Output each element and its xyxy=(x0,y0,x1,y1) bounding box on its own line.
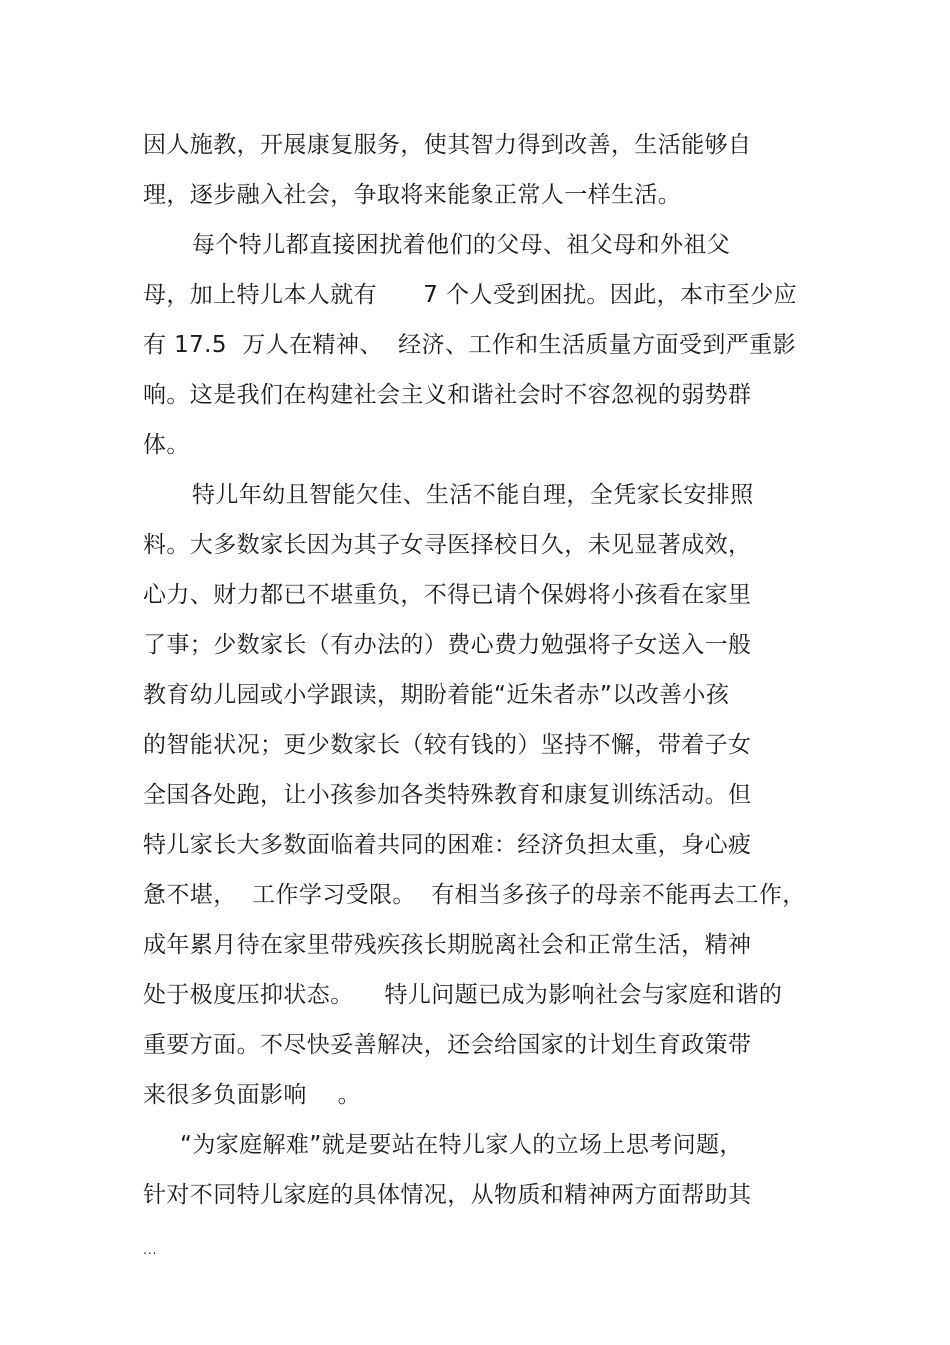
text-line: 来很多负面影响 。 xyxy=(143,1082,362,1108)
text-line: 教育幼儿园或小学跟读，期盼着能“近朱者赤”以改善小孩 xyxy=(143,682,730,708)
text-line: 有 17.5 万人在精神、 经济、工作和生活质量方面受到严重影 xyxy=(143,332,796,358)
text-line: 特儿年幼且智能欠佳、生活不能自理，全凭家长安排照 xyxy=(192,482,754,508)
text-line: 针对不同特儿家庭的具体情况，从物质和精神两方面帮助其 xyxy=(143,1182,752,1208)
text-line: 重要方面。不尽快妥善解决，还会给国家的计划生育政策带 xyxy=(143,1032,752,1058)
text-line: 料。大多数家长因为其子女寻医择校日久，未见显著成效， xyxy=(143,532,752,558)
footer-ellipsis: ... xyxy=(143,1243,158,1257)
text-line: 成年累月待在家里带残疾孩长期脱离社会和正常生活，精神 xyxy=(143,932,752,958)
text-line: 理，逐步融入社会，争取将来能象正常人一样生活。 xyxy=(143,182,682,208)
text-line: 了事；少数家长（有办法的）费心费力勉强将子女送入一般 xyxy=(143,632,752,658)
text-line: 处于极度压抑状态。 特儿问题已成为影响社会与家庭和谐的 xyxy=(143,982,783,1008)
text-line: 心力、财力都已不堪重负，不得已请个保姆将小孩看在家里 xyxy=(143,582,752,608)
text-line: 全国各处跑，让小孩参加各类特殊教育和康复训练活动。但 xyxy=(143,782,752,808)
text-line: 响。这是我们在构建社会主义和谐社会时不容忽视的弱势群 xyxy=(143,382,752,408)
text-line: 体。 xyxy=(143,432,190,458)
text-line: 因人施教，开展康复服务，使其智力得到改善，生活能够自 xyxy=(143,132,752,158)
text-line: 的智能状况；更少数家长（较有钱的）坚持不懈，带着子女 xyxy=(143,732,752,758)
text-line: 每个特儿都直接困扰着他们的父母、祖父母和外祖父 xyxy=(192,232,731,258)
text-line: “为家庭解难”就是要站在特儿家人的立场上思考问题， xyxy=(180,1132,743,1158)
text-line: 母，加上特儿本人就有 7 个人受到困扰。因此，本市至少应 xyxy=(143,282,798,308)
text-line: 惫不堪， 工作学习受限。 有相当多孩子的母亲不能再去工作， xyxy=(143,882,806,908)
text-line: 特儿家长大多数面临着共同的困难：经济负担太重，身心疲 xyxy=(143,832,752,858)
